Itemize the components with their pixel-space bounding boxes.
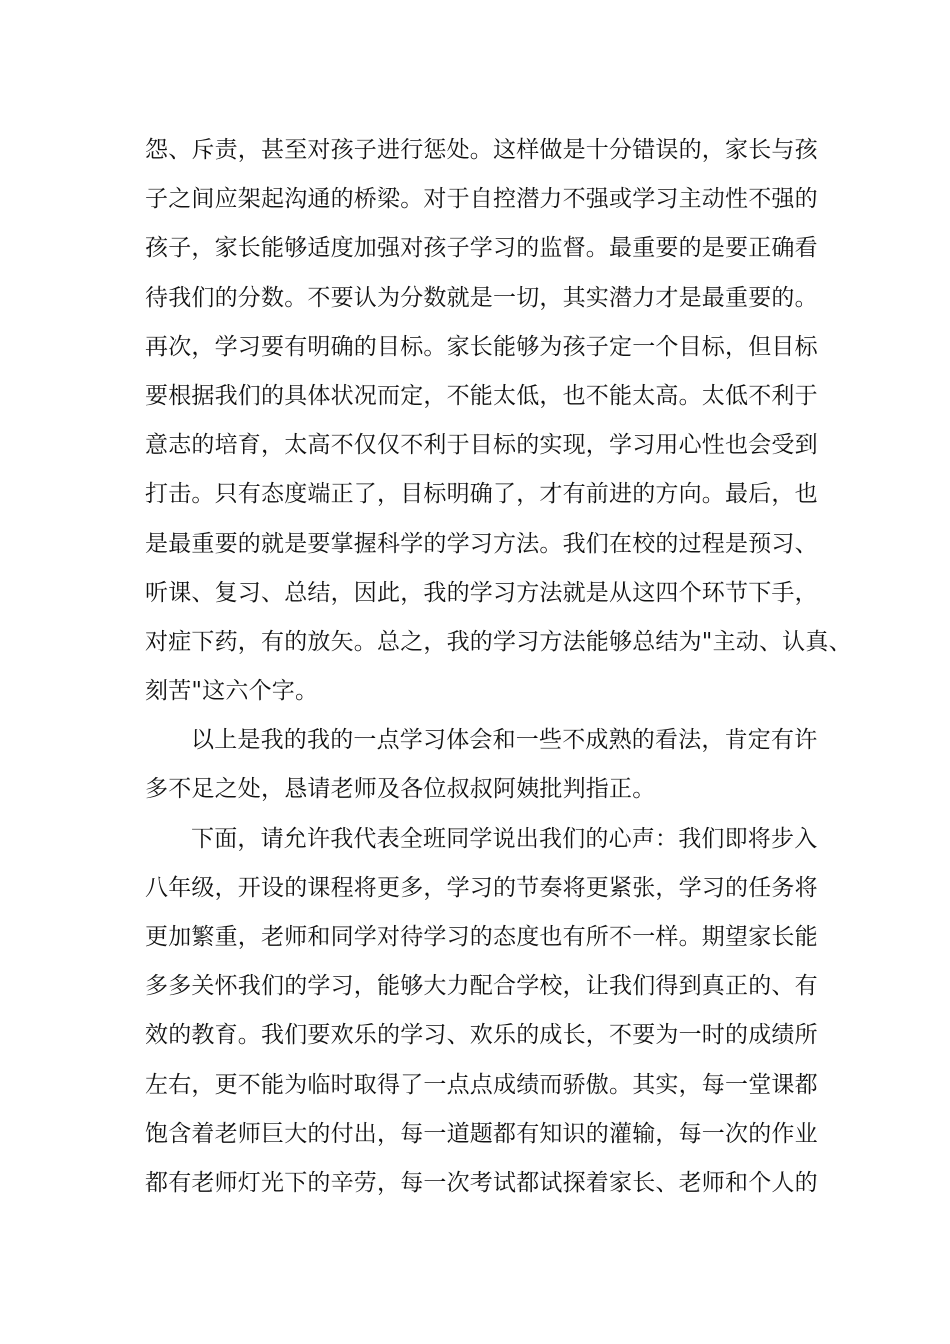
text-line: 孩子，家长能够适度加强对孩子学习的监督。最重要的是要正确看 bbox=[145, 235, 818, 262]
text-line: 待我们的分数。不要认为分数就是一切，其实潜力才是最重要的。 bbox=[145, 284, 818, 311]
text-line: 都有老师灯光下的辛劳，每一次考试都试探着家长、老师和个人的 bbox=[145, 1169, 818, 1196]
text-line: 左右，更不能为临时取得了一点点成绩而骄傲。其实，每一堂课都 bbox=[145, 1071, 818, 1098]
text-line: 更加繁重，老师和同学对待学习的态度也有所不一样。期望家长能 bbox=[145, 924, 818, 950]
text-line: 对症下药，有的放矢。总之，我的学习方法能够总结为"主动、认真、 bbox=[145, 628, 852, 655]
text-line: 刻苦"这六个字。 bbox=[145, 678, 319, 705]
text-line: 怨、斥责，甚至对孩子进行惩处。这样做是十分错误的，家长与孩 bbox=[145, 137, 818, 163]
text-line: 八年级，开设的课程将更多，学习的节奏将更紧张，学习的任务将 bbox=[145, 874, 818, 901]
text-line: 饱含着老师巨大的付出，每一道题都有知识的灌输，每一次的作业 bbox=[145, 1120, 818, 1147]
body-text bbox=[145, 126, 852, 1208]
text-line: 要根据我们的具体状况而定，不能太低，也不能太高。太低不利于 bbox=[145, 382, 818, 409]
text-line: 意志的培育，太高不仅仅不利于目标的实现，学习用心性也会受到 bbox=[145, 432, 818, 459]
text-line: 多多关怀我们的学习，能够大力配合学校，让我们得到真正的、有 bbox=[145, 973, 818, 1000]
paragraph-1 bbox=[145, 126, 852, 716]
text-line: 打击。只有态度端正了，目标明确了，才有前进的方向。最后，也 bbox=[145, 481, 818, 508]
text-line: 听课、复习、总结，因此，我的学习方法就是从这四个环节下手， bbox=[145, 579, 818, 606]
text-line: 效的教育。我们要欢乐的学习、欢乐的成长，不要为一时的成绩所 bbox=[145, 1022, 818, 1049]
text-line: 多不足之处，恳请老师及各位叔叔阿姨批判指正。 bbox=[145, 776, 656, 803]
text-line: 以上是我的我的一点学习体会和一些不成熟的看法，肯定有许 bbox=[191, 727, 818, 754]
paragraph-2 bbox=[145, 716, 825, 814]
text-line: 再次，学习要有明确的目标。家长能够为孩子定一个目标，但目标 bbox=[145, 333, 818, 360]
paragraph-3 bbox=[145, 815, 825, 1209]
text-line: 是最重要的就是要掌握科学的学习方法。我们在校的过程是预习、 bbox=[145, 530, 818, 557]
text-line: 下面，请允许我代表全班同学说出我们的心声：我们即将步入 bbox=[191, 825, 818, 852]
text-line: 子之间应架起沟通的桥梁。对于自控潜力不强或学习主动性不强的 bbox=[145, 186, 818, 213]
